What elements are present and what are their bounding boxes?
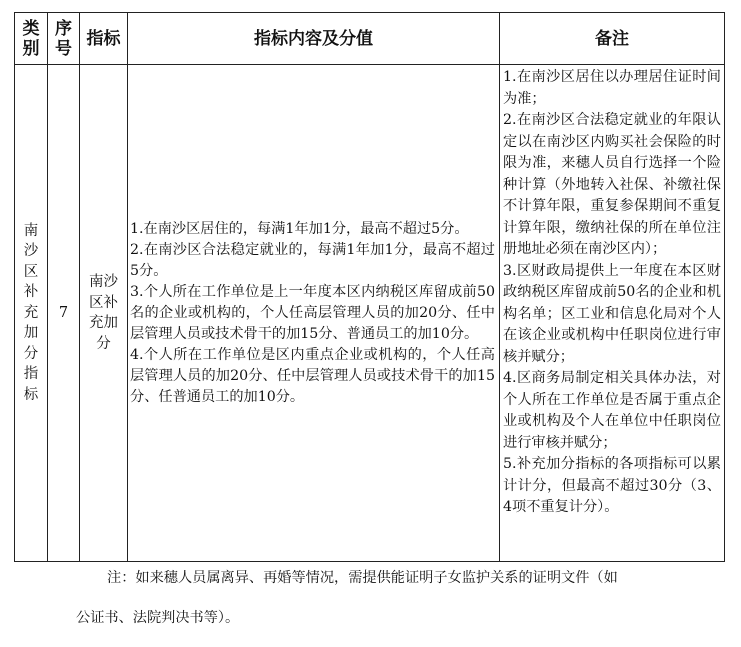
content-item-1: 1.在南沙区居住的，每满1年加1分，最高不超过5分。	[130, 220, 469, 237]
header-content: 指标内容及分值	[128, 13, 500, 65]
indicator-text: 南沙区补充加分	[89, 274, 118, 352]
category-text: 南沙区补充加分指标	[23, 222, 39, 403]
header-category: 类别	[15, 13, 48, 65]
remark-item-5: 5.补充加分指标的各项指标可以累计计分，但最高不超过30分（3、4项不重复计分）。	[503, 456, 721, 515]
seq-cell: 7	[48, 65, 80, 562]
header-seq: 序号	[48, 13, 80, 65]
content-item-3: 3.个人所在工作单位是上一年度本区内纳税区库留成前50名的企业或机构的，个人任高层管理人员的加20分、任中层管理人员或技术骨干的加15分、普通员工的加10分。	[130, 283, 495, 342]
content-item-2: 2.在南沙区合法稳定就业的，每满1年加1分，最高不超过5分。	[130, 241, 495, 279]
points-table	[14, 12, 725, 562]
content-item-4: 4.个人所在工作单位是区内重点企业或机构的，个人任高层管理人员的加20分、任中层管理人员或技术骨干的加15分、任普通员工的加10分。	[130, 346, 495, 405]
remark-item-4: 4.区商务局制定相关具体办法，对个人所在工作单位是否属于重点企业或机构及个人在单位中任职岗位进行审核并赋分；	[503, 370, 721, 451]
indicator-cell	[80, 65, 128, 562]
remark-item-1: 1.在南沙区居住以办理居住证时间为准；	[503, 69, 721, 107]
remark-item-3: 3.区财政局提供上一年度在本区财政纳税区库留成前50名的企业和机构名单；区工业和信息化局对个人在该企业或机构中任职岗位进行审核并赋分；	[503, 262, 721, 365]
header-remarks: 备注	[500, 13, 725, 65]
footnote-line-2: 公证书、法院判决书等）。	[76, 610, 240, 626]
table-row	[15, 65, 725, 562]
footnote-line-1: 注：如来穗人员属离异、再婚等情况，需提供能证明子女监护关系的证明文件（如	[107, 570, 618, 586]
remark-item-2: 2.在南沙区合法稳定就业的年限认定以在南沙区内购买社会保险的时限为准，来穗人员自行选择一个险种计算（外地转入社保、补缴社保不计算年限，重复参保期间不重复计算年限，缴纳社保的所在单位注册地址必须在南沙区内）；	[503, 112, 721, 257]
header-indicator: 指标	[80, 13, 128, 65]
remarks-cell	[500, 65, 725, 562]
category-cell	[15, 65, 48, 562]
table-header-row	[15, 13, 725, 65]
content-cell	[128, 65, 500, 562]
